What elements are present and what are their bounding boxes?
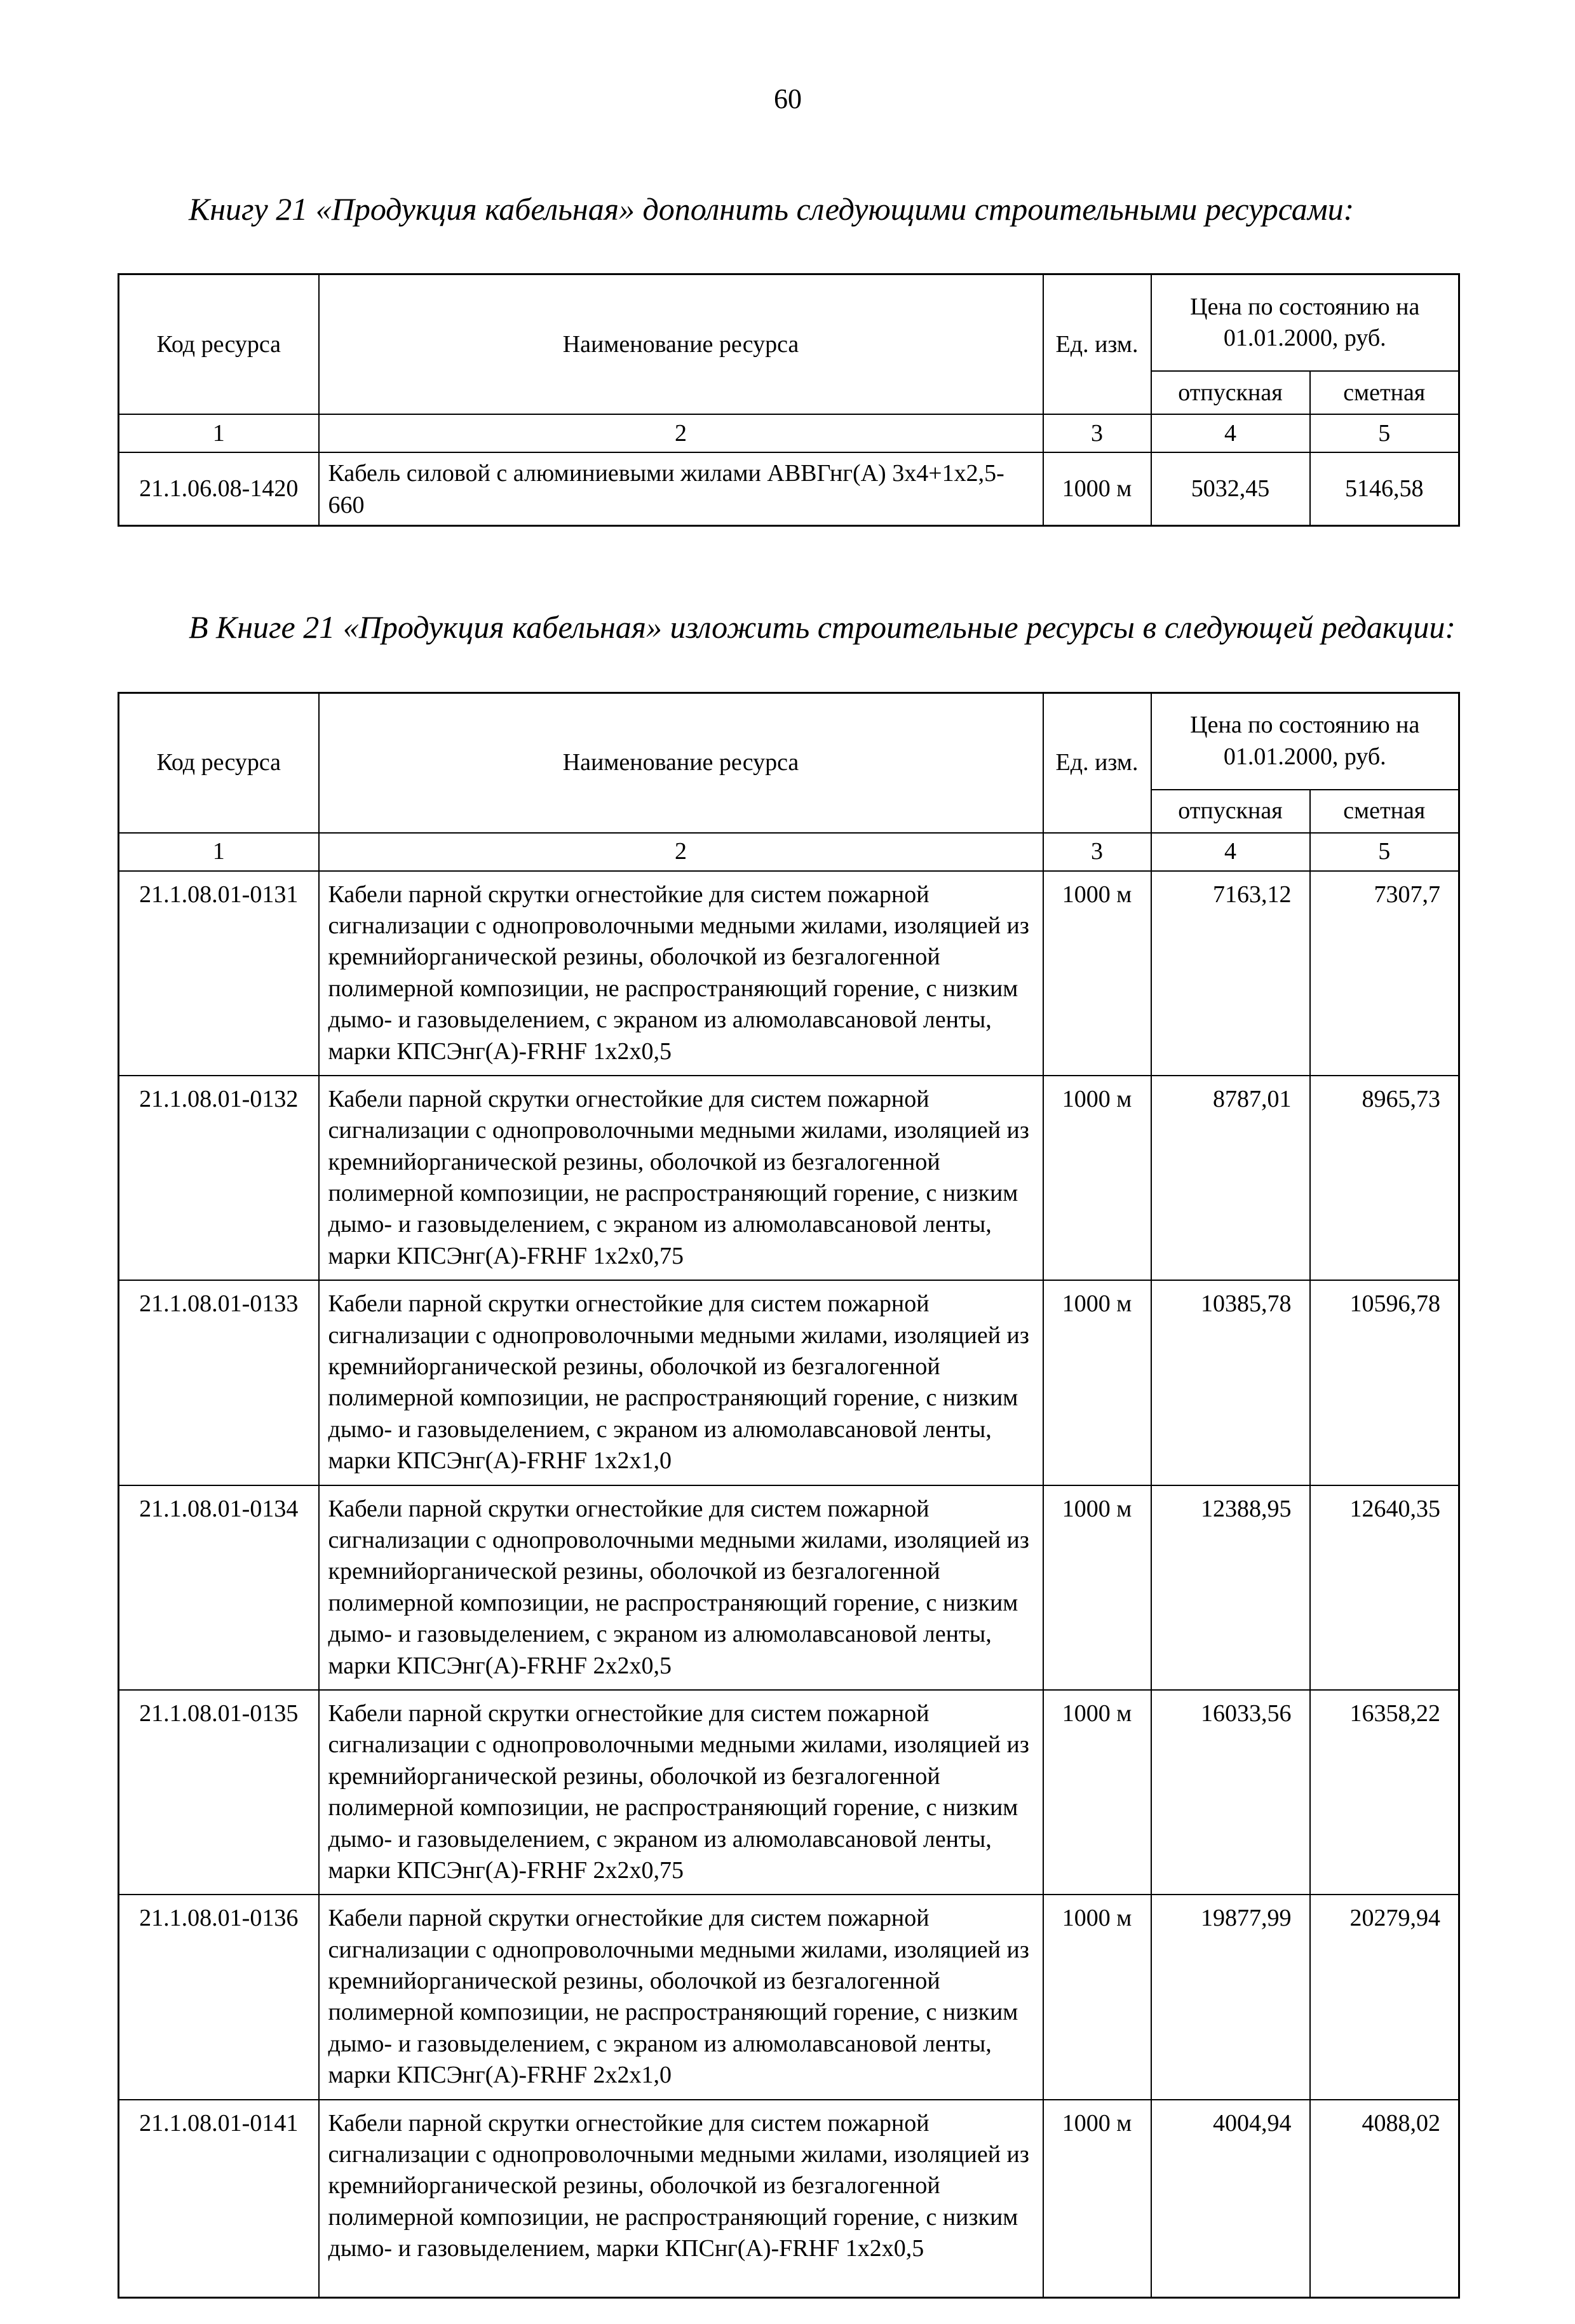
resource-name: Кабель силовой с алюминиевыми жилами АВВГнг(А) 3х4+1х2,5-660 [319, 452, 1043, 525]
table-row [119, 452, 1459, 525]
col-header-price-group: Цена по состоянию на 01.01.2000, руб. [1151, 692, 1459, 790]
price-selling: 5032,45 [1151, 452, 1310, 525]
price-estimate: 4088,02 [1310, 2100, 1459, 2298]
col-number: 3 [1043, 833, 1151, 871]
resource-unit: 1000 м [1043, 1895, 1151, 2099]
table-row [119, 871, 1459, 1076]
price-estimate: 5146,58 [1310, 452, 1459, 525]
resource-unit: 1000 м [1043, 1690, 1151, 1895]
col-number: 2 [319, 833, 1043, 871]
resource-unit: 1000 м [1043, 1280, 1151, 1485]
price-selling: 12388,95 [1151, 1485, 1310, 1690]
resource-unit: 1000 м [1043, 1076, 1151, 1280]
col-number: 1 [119, 833, 319, 871]
table-additions-header [119, 274, 1459, 453]
table-revision [118, 692, 1460, 2299]
heading-revision: В Книге 21 «Продукция кабельная» изложить строительные ресурсы в следующей редакции: [189, 609, 1456, 645]
resource-name: Кабели парной скрутки огнестойкие для систем пожарной сигнализации с однопроволочными медными жилами, изоляцией из кремнийорганической резины, оболочкой из безгалогенной полимерной композиции, не распространяющий горение, с низким дымо- и газовыделением, с экраном из алюмолавсановой ленты, марки КПСЭнг(А)-FRHF 1х2х0,5 [319, 871, 1043, 1076]
col-header-unit: Ед. изм. [1043, 692, 1151, 833]
table-row [119, 1280, 1459, 1485]
resource-code: 21.1.06.08-1420 [119, 452, 319, 525]
price-estimate: 8965,73 [1310, 1076, 1459, 1280]
table-row [119, 1690, 1459, 1895]
resource-code: 21.1.08.01-0131 [119, 871, 319, 1076]
col-header-name: Наименование ресурса [319, 274, 1043, 415]
resource-name: Кабели парной скрутки огнестойкие для систем пожарной сигнализации с однопроволочными медными жилами, изоляцией из кремнийорганической резины, оболочкой из безгалогенной полимерной композиции, не распространяющий горение, с низким дымо- и газовыделением, с экраном из алюмолавсановой ленты, марки КПСЭнг(А)-FRHF 2х2х0,75 [319, 1690, 1043, 1895]
table-row [119, 1485, 1459, 1690]
resource-code: 21.1.08.01-0135 [119, 1690, 319, 1895]
resource-code: 21.1.08.01-0141 [119, 2100, 319, 2298]
table-revision-header [119, 692, 1459, 871]
col-number: 5 [1310, 833, 1459, 871]
col-number: 3 [1043, 414, 1151, 452]
table-row [119, 2100, 1459, 2298]
col-header-price-group: Цена по состоянию на 01.01.2000, руб. [1151, 274, 1459, 372]
price-selling: 16033,56 [1151, 1690, 1310, 1895]
table-row [119, 1895, 1459, 2099]
resource-name: Кабели парной скрутки огнестойкие для систем пожарной сигнализации с однопроволочными медными жилами, изоляцией из кремнийорганической резины, оболочкой из безгалогенной полимерной композиции, не распространяющий горение, с низким дымо- и газовыделением, марки КПСнг(А)-FRHF 1х2х0,5 [319, 2100, 1043, 2298]
col-header-price-estimate: сметная [1310, 790, 1459, 833]
resource-name: Кабели парной скрутки огнестойкие для систем пожарной сигнализации с однопроволочными медными жилами, изоляцией из кремнийорганической резины, оболочкой из безгалогенной полимерной композиции, не распространяющий горение, с низким дымо- и газовыделением, с экраном из алюмолавсановой ленты, марки КПСЭнг(А)-FRHF 2х2х1,0 [319, 1895, 1043, 2099]
resource-name: Кабели парной скрутки огнестойкие для систем пожарной сигнализации с однопроволочными медными жилами, изоляцией из кремнийорганической резины, оболочкой из безгалогенной полимерной композиции, не распространяющий горение, с низким дымо- и газовыделением, с экраном из алюмолавсановой ленты, марки КПСЭнг(А)-FRHF 2х2х0,5 [319, 1485, 1043, 1690]
price-selling: 4004,94 [1151, 2100, 1310, 2298]
price-selling: 19877,99 [1151, 1895, 1310, 2099]
col-number: 4 [1151, 414, 1310, 452]
col-header-code: Код ресурса [119, 692, 319, 833]
col-header-price-selling: отпускная [1151, 371, 1310, 414]
resource-unit: 1000 м [1043, 452, 1151, 525]
col-header-name: Наименование ресурса [319, 692, 1043, 833]
col-header-code: Код ресурса [119, 274, 319, 415]
resource-code: 21.1.08.01-0136 [119, 1895, 319, 2099]
col-header-price-estimate: сметная [1310, 371, 1459, 414]
table-additions [118, 273, 1460, 527]
resource-unit: 1000 м [1043, 871, 1151, 1076]
price-selling: 8787,01 [1151, 1076, 1310, 1280]
resource-name: Кабели парной скрутки огнестойкие для систем пожарной сигнализации с однопроволочными медными жилами, изоляцией из кремнийорганической резины, оболочкой из безгалогенной полимерной композиции, не распространяющий горение, с низким дымо- и газовыделением, с экраном из алюмолавсановой ленты, марки КПСЭнг(А)-FRHF 1х2х1,0 [319, 1280, 1043, 1485]
heading-addition: Книгу 21 «Продукция кабельная» дополнить следующими строительными ресурсами: [189, 191, 1355, 227]
col-number: 4 [1151, 833, 1310, 871]
price-estimate: 16358,22 [1310, 1690, 1459, 1895]
col-number: 2 [319, 414, 1043, 452]
col-number: 1 [119, 414, 319, 452]
resource-code: 21.1.08.01-0133 [119, 1280, 319, 1485]
table-row [119, 1076, 1459, 1280]
resource-unit: 1000 м [1043, 1485, 1151, 1690]
page-number: 60 [774, 83, 802, 114]
price-estimate: 10596,78 [1310, 1280, 1459, 1485]
resource-name: Кабели парной скрутки огнестойкие для систем пожарной сигнализации с однопроволочными медными жилами, изоляцией из кремнийорганической резины, оболочкой из безгалогенной полимерной композиции, не распространяющий горение, с низким дымо- и газовыделением, с экраном из алюмолавсановой ленты, марки КПСЭнг(А)-FRHF 1х2х0,75 [319, 1076, 1043, 1280]
resource-code: 21.1.08.01-0134 [119, 1485, 319, 1690]
price-estimate: 7307,7 [1310, 871, 1459, 1076]
price-selling: 7163,12 [1151, 871, 1310, 1076]
col-header-price-selling: отпускная [1151, 790, 1310, 833]
col-number: 5 [1310, 414, 1459, 452]
price-estimate: 20279,94 [1310, 1895, 1459, 2099]
col-header-unit: Ед. изм. [1043, 274, 1151, 415]
resource-code: 21.1.08.01-0132 [119, 1076, 319, 1280]
price-estimate: 12640,35 [1310, 1485, 1459, 1690]
resource-unit: 1000 м [1043, 2100, 1151, 2298]
price-selling: 10385,78 [1151, 1280, 1310, 1485]
